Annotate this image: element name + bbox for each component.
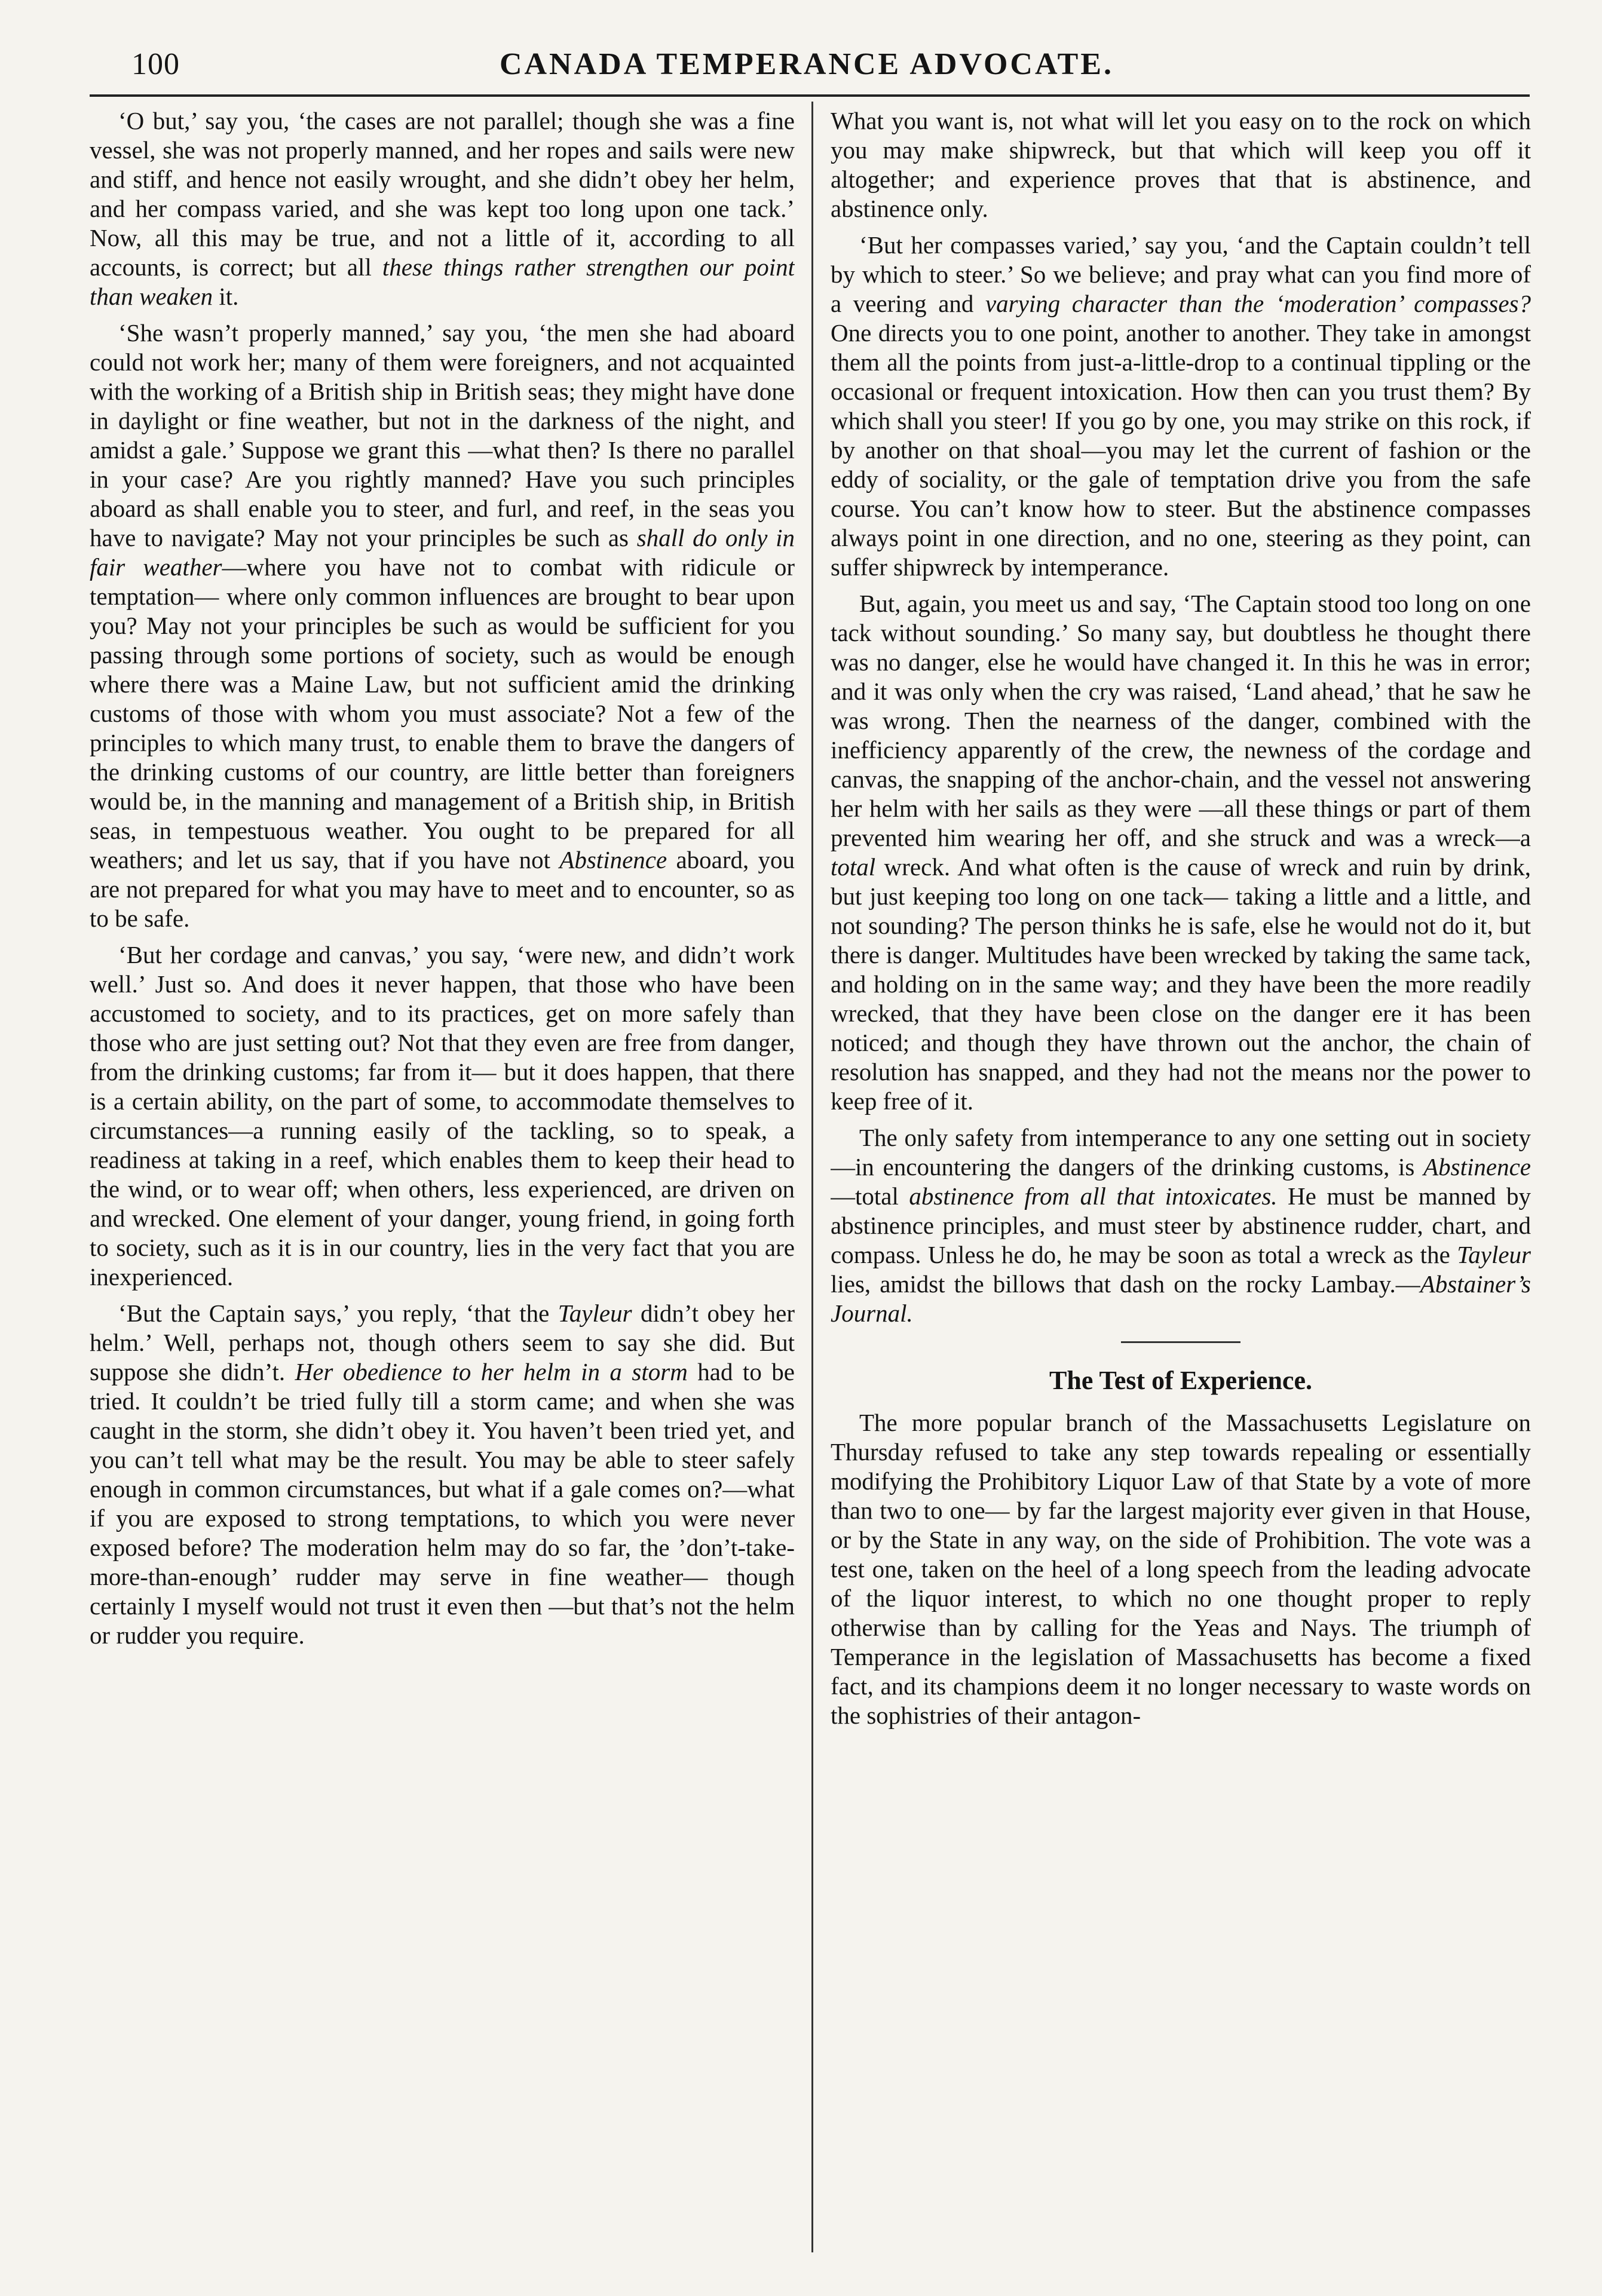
text-run: The more popular branch of the Massachusetts Legislature on Thursday refused to take any step towards repealing or essentially modifying the Prohibitory Liquor Law of that State by a vote of more than two to one— by far the largest majority ever given in that House, or by the State in any way, on the side of Prohibition. The vote was a test one, taken on the heel of a long speech from the leading advocate of the liquor interest, to which no one thought proper to reply otherwise than by calling for the Yeas and Nays. The triumph of Temperance in the legislation of Massachusetts has become a fixed fact, and its champions deem it no longer necessary to waste words on the sophistries of their antagon-	[831, 1409, 1531, 1729]
paragraph	[831, 589, 1531, 1116]
left-column	[90, 106, 795, 2233]
text-run: it.	[213, 283, 239, 310]
text-run: —where you have not to combat with ridicule or temptation— where only common influences are brought to bear upon you? May not your principles be such as would be sufficient for you passing through some portions of society, such as would be enough where there was a Maine Law, but not sufficient amid the drinking customs of those with whom you must associate? Not a few of the principles to which many trust, to enable them to brave the dangers of the drinking customs of our country, are little better than foreigners would be, in the manning and management of a British ship, in British seas, in tempestuous weather. You ought to be prepared for all weathers; and let us say, that if you have not	[90, 553, 795, 873]
page-header	[90, 47, 1524, 88]
paragraph	[90, 106, 795, 311]
paragraph	[831, 1123, 1531, 1328]
text-run: What you want is, not what will let you easy on to the rock on which you may make shipwreck, but that which will keep you off it altogether; and experience proves that that is abstinence, and abstinence only.	[831, 107, 1531, 222]
right-column	[831, 106, 1531, 2233]
section-heading: The Test of Experience.	[1049, 1366, 1312, 1395]
text-run: The only safety from intemperance to any one setting out in society—in encountering the dangers of the drinking customs, is	[831, 1124, 1531, 1181]
text-run: lies, amidst the billows that dash on the rocky Lambay.—	[831, 1270, 1420, 1298]
column-divider	[811, 102, 813, 2252]
text-run: ‘But her cordage and canvas,’ you say, ‘were new, and didn’t work well.’ Just so. And does it never happen, that those who have been accustomed to society, and to its practices, get on more safely than those who are just setting out? Not that they even are free from danger, from the drinking customs; far from it— but it does happen, that there is a certain ability, on the part of some, to accommodate themselves to circumstances—a running easily of the tackling, so to speak, a readiness at taking in a reef, which enables them to keep their head to the wind, or to wear off; when others, less experienced, are driven on and wrecked. One element of your danger, young friend, in going forth to society, such as it is in our country, lies in the very fact that you are inexperienced.	[90, 941, 795, 1290]
paragraph	[90, 940, 795, 1292]
text-run: didn’t obey her helm.’ Well, perhaps not, though others seem to say she did. But suppose she didn’t.	[90, 1299, 795, 1385]
text-run: But, again, you meet us and say, ‘The Captain stood too long on one tack without sounding.’ So many say, but doubtless he thought there was no danger, else he would have changed it. In this he was in error; and it was only when the cry was raised, ‘Land ahead,’ that he saw he was wrong. Then the nearness of the danger, combined with the inefficiency apparently of the crew, the newness of the cordage and canvas, the snapping of the anchor-chain, and the vessel not answering her helm with her sails as they were —all these things or part of them prevented him wearing her off, and she struck and was a wreck—a	[831, 590, 1531, 851]
text-run: He must be manned by abstinence principles, and must steer by abstinence rudder, chart, and compass. Unless he do, he may be soon as total a wreck as the	[831, 1182, 1531, 1268]
paragraph	[90, 318, 795, 933]
italic-text: Abstinence	[1423, 1153, 1531, 1181]
header-rule	[90, 94, 1530, 97]
text-run: ‘But the Captain says,’ you reply, ‘that the	[118, 1299, 558, 1327]
italic-text: Abstinence	[559, 846, 667, 873]
text-run: One directs you to one point, another to another. They take in amongst them all the points from just-a-little-drop to a continual tippling or the occasional or frequent intoxication. How then can you trust them? By which shall you steer! If you go by one, you may strike on this rock, if by another on that shoal—you may let the current of fashion or the eddy of sociality, or the gale of temptation drive you from the safe course. You can’t know how to steer. But the abstinence compasses always point in one direction, and no one, steering as they point, can suffer shipwreck by intemperance.	[831, 319, 1531, 581]
text-run: aboard, you are not prepared for what you may have to meet and to encounter, so as to be safe.	[90, 846, 795, 932]
paragraph	[831, 231, 1531, 582]
paragraph	[90, 1299, 795, 1650]
italic-text: abstinence from all that intoxicates.	[909, 1182, 1278, 1210]
text-run: had to be tried. It couldn’t be tried fully till a storm came; and when she was caught in the storm, she didn’t obey it. You haven’t been tried yet, and you can’t tell what may be the result. You may be able to steer safely enough in common circumstances, but what if a gale comes on?—what if you are exposed to strong temptations, to which you were never exposed before? The moderation helm may do so far, the ’don’t-take-more-than-enough’ rudder may serve in fine weather— though certainly I myself would not trust it even then —but that’s not the helm or rudder you require.	[90, 1358, 795, 1649]
italic-text: these things rather strengthen our point than weaken	[90, 253, 795, 310]
section-rule	[1121, 1341, 1240, 1343]
italic-text: Her obedience to her helm in a storm	[295, 1358, 688, 1385]
paragraph	[831, 106, 1531, 223]
page-number: 100	[131, 47, 180, 81]
text-run: wreck. And what often is the cause of wreck and ruin by drink, but just keeping too long on one tack— taking a little and a little, and not sounding? The person thinks he is safe, else he would not do it, but there is danger. Multitudes have been wrecked by taking the same tack, and holding on in the same way; and they have been the more readily wrecked, that they have been close on the danger ere it has been noticed; and though they have thrown out the anchor, the chain of resolution has snapped, and they had not the means nor the power to keep free of it.	[831, 853, 1531, 1115]
text-run: —total	[831, 1182, 909, 1210]
section-body	[831, 1408, 1531, 1730]
italic-text: shall do only in fair weather	[90, 524, 795, 581]
italic-text: varying character than the ‘moderation’ compasses?	[985, 290, 1531, 317]
italic-text: Abstainer’s Journal.	[831, 1270, 1531, 1327]
italic-text: Tayleur	[558, 1299, 632, 1327]
italic-text: total	[831, 853, 876, 881]
italic-text: Tayleur	[1457, 1241, 1531, 1268]
paragraph	[831, 1408, 1531, 1730]
text-run: ‘But her compasses varied,’ say you, ‘and the Captain couldn’t tell by which to steer.’ So we believe; and pray what can you find more of a veering and	[831, 231, 1531, 317]
running-title: CANADA TEMPERANCE ADVOCATE.	[499, 47, 1114, 81]
text-run: ‘She wasn’t properly manned,’ say you, ‘the men she had aboard could not work her; many of them were foreigners, and not acquainted with the working of a British ship in British seas; they might have done in daylight or fine weather, but not in the darkness of the night, and amidst a gale.’ Suppose we grant this —what then? Is there no parallel in your case? Are you rightly manned? Have you such principles aboard as shall enable you to steer, and furl, and reef, in the seas you have to navigate? May not your principles be such as	[90, 319, 795, 551]
text-run: ‘O but,’ say you, ‘the cases are not parallel; though she was a fine vessel, she was not properly manned, and her ropes and sails were new and stiff, and hence not easily wrought, and she didn’t obey her helm, and her compass varied, and she was kept too long upon one tack.’ Now, all this may be true, and not a little of it, according to all accounts, is correct; but all	[90, 107, 795, 281]
right-column-article-end	[831, 106, 1531, 1328]
